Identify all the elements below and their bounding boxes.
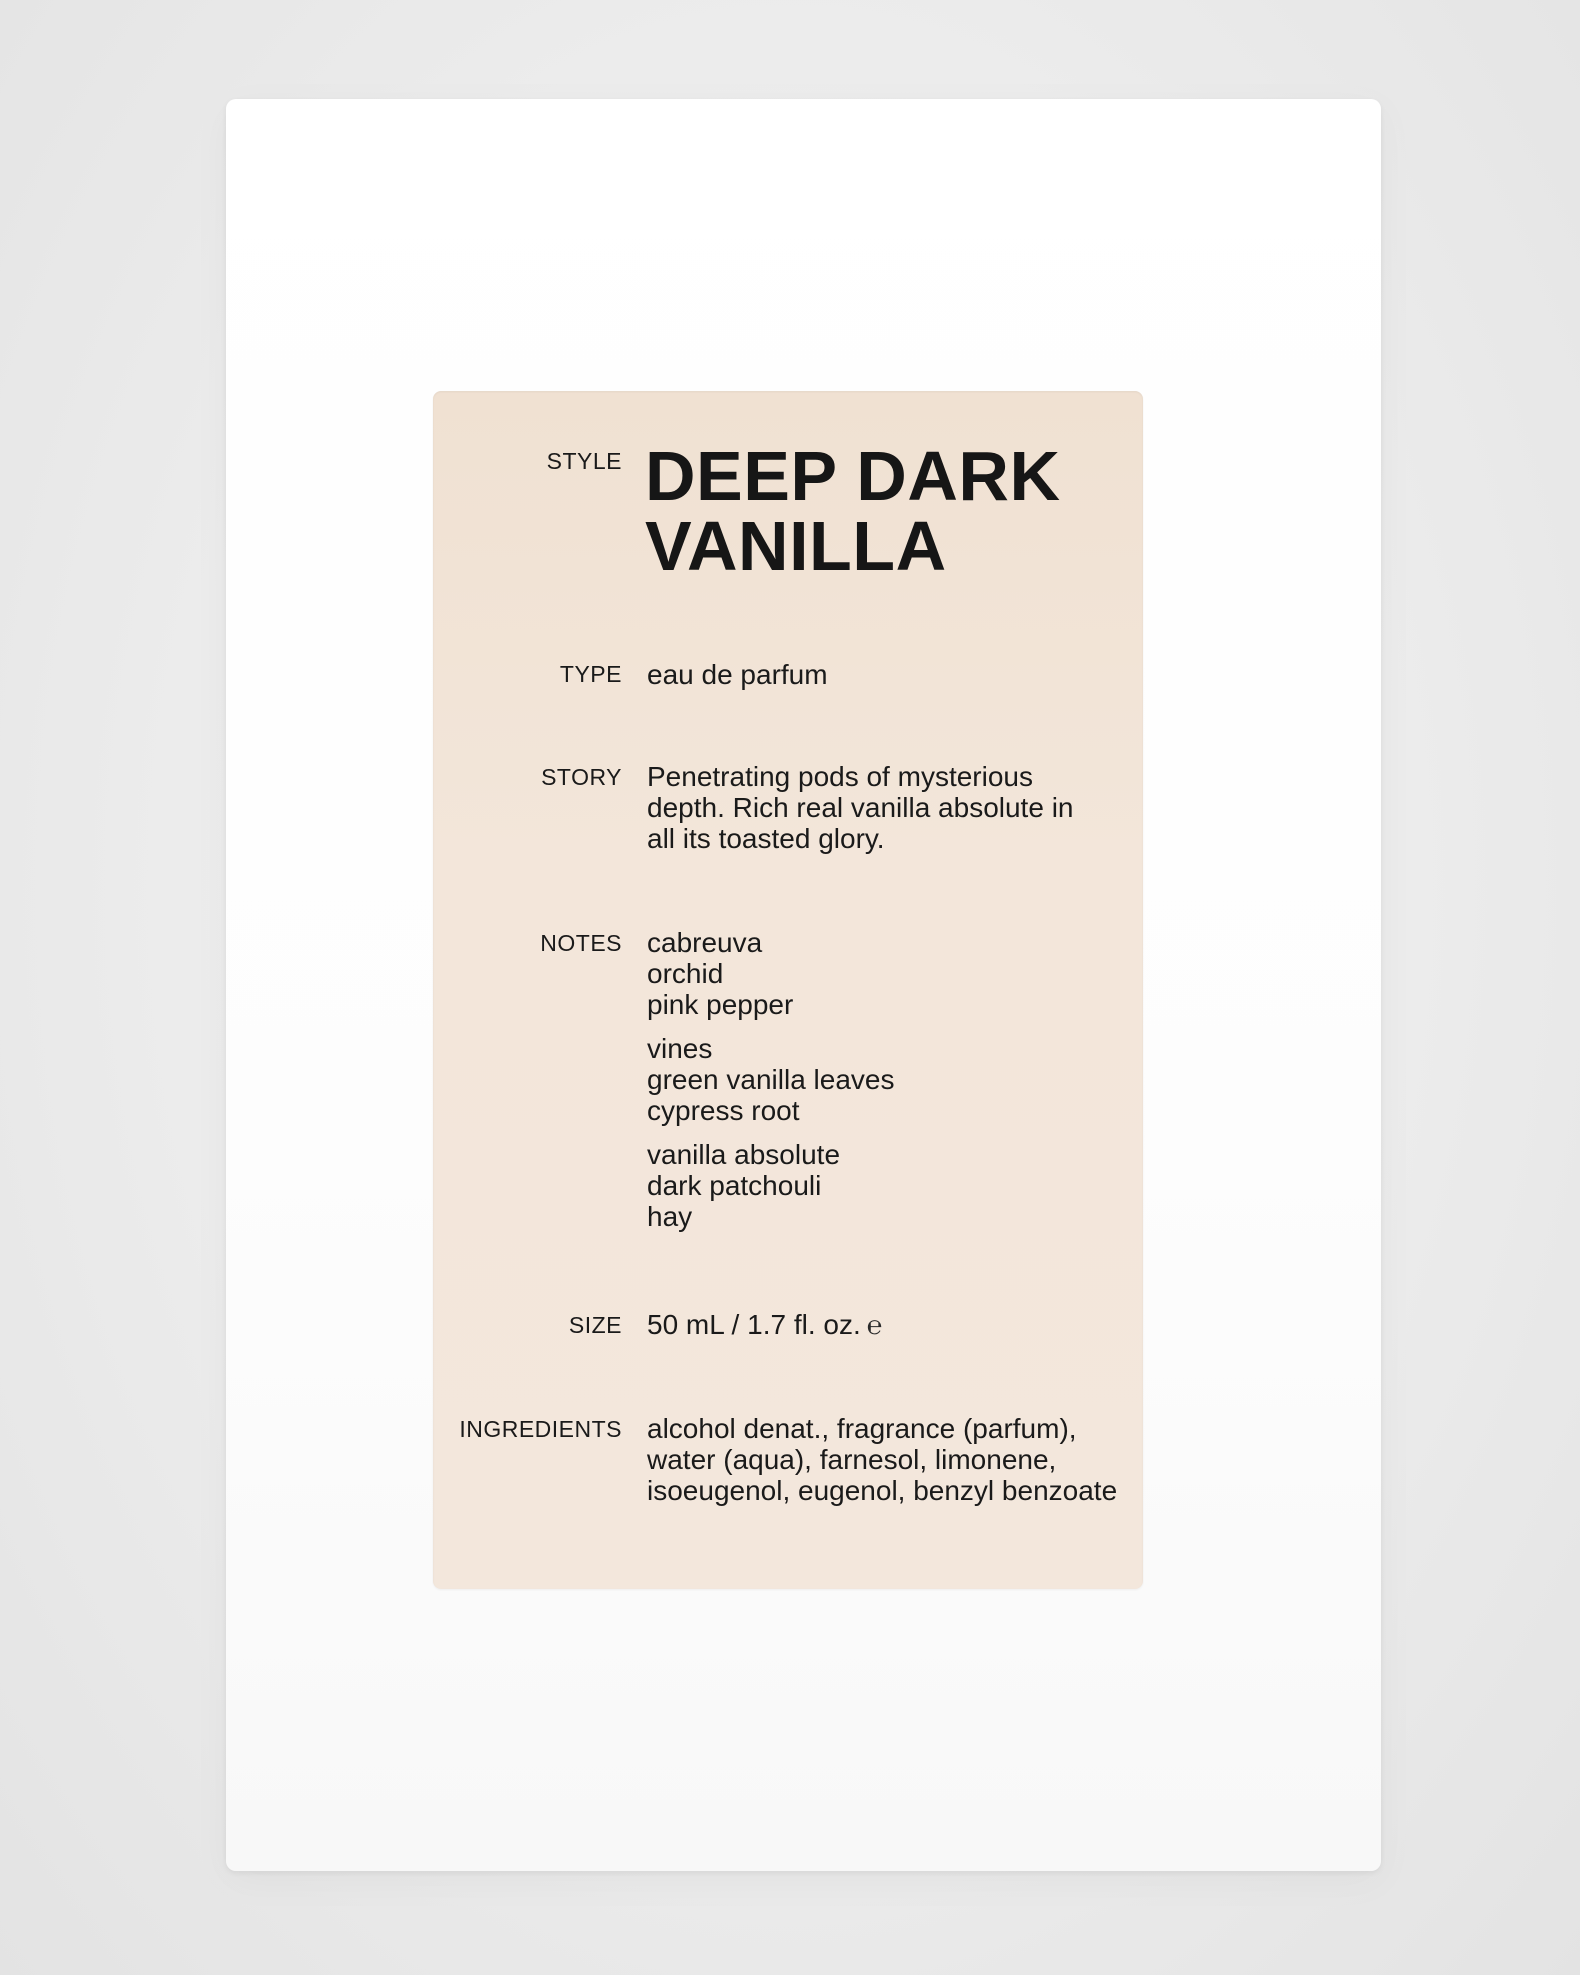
note-item: vines — [647, 1033, 713, 1064]
story-value: Penetrating pods of mysterious depth. Rich real vanilla absolute in all its toasted glory. — [647, 761, 1074, 854]
type-value: eau de parfum — [647, 659, 828, 690]
size-value: 50 mL / 1.7 fl. oz. — [647, 1309, 861, 1340]
note-item: vanilla absolute — [647, 1139, 841, 1170]
note-item: cypress root — [647, 1095, 800, 1126]
product-label-card — [433, 391, 1143, 1589]
note-item: orchid — [647, 958, 724, 989]
ingredients-label: INGREDIENTS — [459, 1416, 622, 1442]
size-label: SIZE — [568, 1312, 622, 1338]
note-item: pink pepper — [647, 989, 794, 1020]
notes-group-top — [647, 927, 1117, 1020]
note-item: cabreuva — [647, 927, 763, 958]
estimated-sign-icon: ℮ — [866, 1311, 883, 1341]
notes-group-base — [647, 1139, 1117, 1232]
story-label: STORY — [541, 764, 622, 790]
style-label: STYLE — [546, 448, 622, 474]
notes-group-heart — [647, 1033, 1117, 1126]
note-item: dark patchouli — [647, 1170, 822, 1201]
notes-list — [647, 927, 1117, 1245]
size-value-wrap — [647, 1309, 1117, 1342]
type-label: TYPE — [559, 661, 622, 687]
note-item: hay — [647, 1201, 693, 1232]
notes-label: NOTES — [540, 930, 622, 956]
note-item: green vanilla leaves — [647, 1064, 895, 1095]
ingredients-value: alcohol denat., fragrance (parfum), water (aqua), farnesol, limonene, isoeugenol, eugenol, benzyl benzoate — [647, 1413, 1118, 1506]
product-title: DEEP DARK VANILLA — [645, 437, 1061, 585]
